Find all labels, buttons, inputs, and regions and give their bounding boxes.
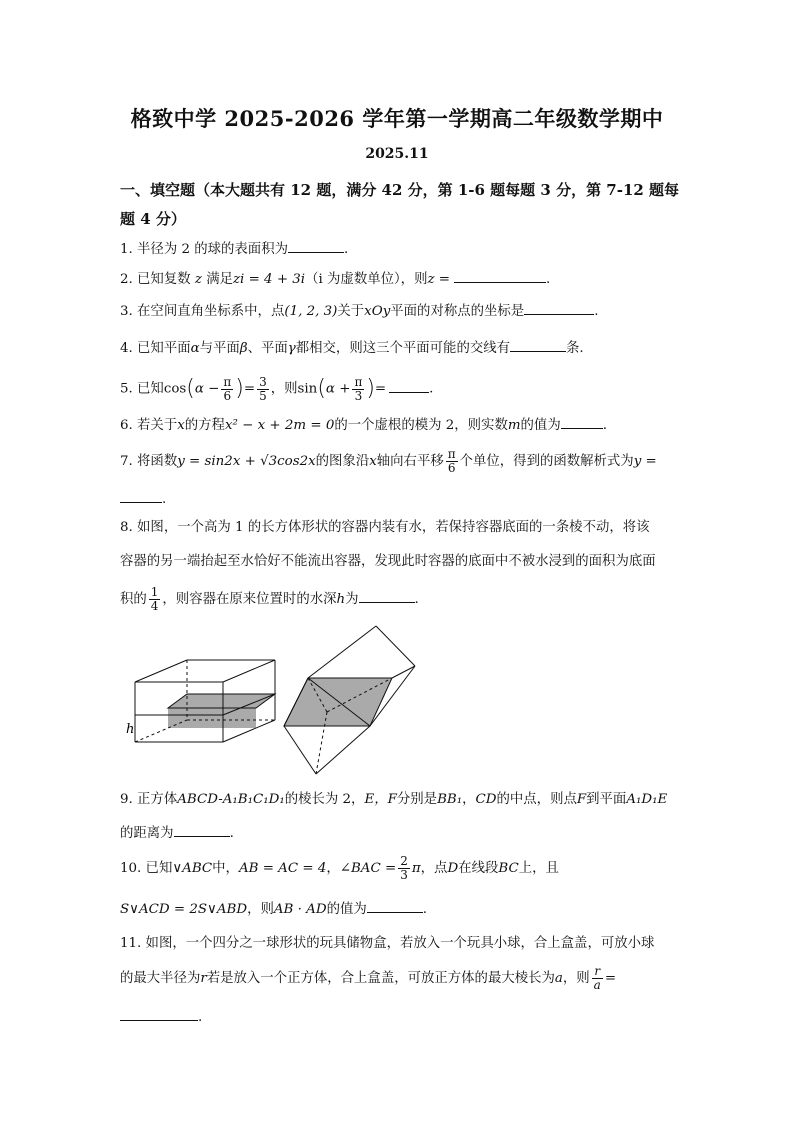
denominator: 5 <box>259 388 267 403</box>
var-a: a <box>554 971 563 986</box>
question-text: ， <box>462 792 476 807</box>
question-text: 4. 已知平面 <box>120 341 191 356</box>
answer-blank[interactable] <box>174 822 230 837</box>
var-x: x <box>177 418 185 433</box>
var-x: x <box>369 454 377 469</box>
equation: x² − x + 2m = 0 <box>224 418 335 433</box>
paren-right: ) <box>366 376 375 401</box>
numerator: π <box>447 447 456 461</box>
question-9-line-2 <box>120 822 680 844</box>
question-text: 的值为 <box>326 902 367 917</box>
question-2 <box>120 268 680 290</box>
var-m: m <box>507 418 521 433</box>
symbol-gamma: γ <box>287 341 296 356</box>
equation: AB = AC = 4 <box>238 861 327 876</box>
question-text: 满足 <box>206 272 233 287</box>
answer-blank[interactable] <box>359 588 415 603</box>
symbol-beta: β <box>239 341 248 356</box>
question-text: ，则 <box>270 381 298 397</box>
question-text: 上，且 <box>518 861 559 876</box>
question-9 <box>120 790 680 810</box>
segment-bc: BC <box>498 861 519 876</box>
answer-blank[interactable] <box>524 300 594 315</box>
expr: α + <box>325 381 351 397</box>
question-5 <box>120 372 680 407</box>
question-text: ， <box>326 861 340 876</box>
point-coord: (1, 2, 3) <box>284 304 338 319</box>
punctuation: . <box>602 418 607 433</box>
question-text: 2. 已知复数 <box>120 272 191 287</box>
fraction <box>221 376 233 403</box>
question-10 <box>120 852 680 886</box>
punctuation: . <box>414 592 419 607</box>
question-text: 的最大半径为 <box>120 971 201 986</box>
angle-expr: ∠BAC = <box>339 861 397 876</box>
answer-blank[interactable] <box>367 898 423 913</box>
question-1 <box>120 238 680 260</box>
fraction <box>257 376 269 403</box>
fraction <box>149 586 161 613</box>
question-text: 的值为 <box>520 418 561 433</box>
question-8-line-3 <box>120 583 680 617</box>
question-text: 积的 <box>120 592 147 607</box>
question-11-line-2 <box>120 962 680 996</box>
question-text: 个单位，得到的函数解析式为 <box>459 454 634 469</box>
question-text: 10. 已知 <box>120 861 173 876</box>
denominator: a <box>593 978 601 992</box>
numerator: 2 <box>400 854 408 868</box>
equation: zi = 4 + 3i <box>232 272 306 287</box>
question-text: 、平面 <box>247 341 288 356</box>
question-text: 到平面 <box>586 792 627 807</box>
question-text: 平面的对称点的坐标是 <box>390 304 525 319</box>
question-6 <box>120 414 680 436</box>
fn-sin: sin <box>297 381 318 397</box>
var-r: r <box>200 971 207 986</box>
question-text: 3. 在空间直角坐标系中，点 <box>120 304 285 319</box>
punctuation: . <box>594 304 599 319</box>
question-text: 的棱长为 2， <box>284 792 365 807</box>
question-text: 轴向右平移 <box>376 454 444 469</box>
equation: z = <box>427 272 451 287</box>
punctuation: . <box>198 1010 203 1025</box>
question-text: 1. 半径为 2 的球的表面积为 <box>120 242 288 257</box>
question-7-answer <box>120 488 680 510</box>
question-text: 的中点，则点 <box>496 792 577 807</box>
dot-product: AB · AD <box>273 902 327 917</box>
area-equation: S∨ACD = 2S∨ABD <box>120 902 248 917</box>
edge-bb1: BB₁ <box>437 792 463 807</box>
numerator: π <box>223 374 232 389</box>
question-text: ，则容器在原来位置时的水深 <box>162 592 337 607</box>
question-7 <box>120 445 680 479</box>
question-3 <box>120 300 680 322</box>
answer-blank[interactable] <box>288 238 344 253</box>
question-8-line-1: 8. 如图，一个高为 1 的长方体形状的容器内装有水，若保持容器底面的一条棱不动，将该 <box>120 520 650 535</box>
paren-right: ) <box>235 376 244 401</box>
question-text: 7. 将函数 <box>120 454 178 469</box>
question-text: （i 为虚数单位），则 <box>305 272 428 287</box>
exam-date: 2025.11 <box>365 146 429 162</box>
section-heading: 一、填空题（本大题共有 12 题，满分 42 分，第 1-6 题每题 3 分，第 7-12 题每题 4 分） <box>120 181 680 228</box>
equation: y = <box>633 454 657 469</box>
function-expr: y = sin2x + √3cos2x <box>177 454 316 469</box>
plane-name: xOy <box>364 304 391 319</box>
question-text: 的方程 <box>184 418 225 433</box>
question-text: 中， <box>212 861 239 876</box>
question-11-line-1: 11. 如图，一个四分之一球形状的玩具储物盒，若放入一个玩具小球，合上盒盖，可放小球 <box>120 936 655 951</box>
numerator: 3 <box>259 374 267 389</box>
question-text: 分别是 <box>396 792 438 807</box>
question-text: 6. 若关于 <box>120 418 178 433</box>
solid-name: ABCD-A₁B₁C₁D₁ <box>177 792 285 807</box>
plane-name: A₁D₁E <box>626 792 668 807</box>
punctuation: . <box>229 826 234 841</box>
numerator: 1 <box>150 585 159 599</box>
question-text: 的距离为 <box>120 826 174 841</box>
exam-title: 格致中学 2025-2026 学年第一学期高二年级数学期中 <box>130 106 664 131</box>
numerator: π <box>354 374 363 389</box>
denominator: 6 <box>223 388 232 403</box>
question-text: 关于 <box>337 304 365 319</box>
question-4 <box>120 337 680 359</box>
fn-cos: cos <box>163 381 187 397</box>
question-8-line-2: 容器的另一端抬起至水恰好不能流出容器，发现此时容器的底面中不被水浸到的面积为底面 <box>120 554 656 569</box>
question-11-answer <box>120 1006 680 1028</box>
question-text: 的一个虚根的模为 2，则实数 <box>334 418 508 433</box>
question-text: 都相交，则这三个平面可能的交线有 <box>295 341 511 356</box>
points-ef: E，F <box>364 792 397 807</box>
equals: = <box>374 381 387 397</box>
punctuation: . <box>162 492 167 507</box>
fraction <box>352 376 364 403</box>
question-text: 9. 正方体 <box>120 792 178 807</box>
punctuation: . <box>429 381 434 397</box>
punctuation: . <box>546 272 551 287</box>
upright-box <box>135 660 275 742</box>
paren-left: ( <box>186 376 195 401</box>
question-text: 在线段 <box>458 861 499 876</box>
edge-cd: CD <box>475 792 497 807</box>
question-text: 若是放入一个正方体，合上盒盖，可放正方体的最大棱长为 <box>206 971 555 986</box>
answer-blank[interactable] <box>120 488 162 503</box>
answer-blank[interactable] <box>454 268 546 283</box>
var-h: h <box>336 592 346 607</box>
denominator: 6 <box>447 461 456 475</box>
symbol-alpha: α <box>190 341 200 356</box>
point-f: F <box>576 792 587 807</box>
fraction <box>592 965 603 992</box>
denominator: 3 <box>400 868 408 882</box>
equals: = <box>243 381 256 397</box>
denominator: 3 <box>354 388 363 403</box>
question-text: 与平面 <box>199 341 240 356</box>
height-label: h <box>126 722 135 737</box>
answer-blank[interactable] <box>389 378 429 393</box>
container-figure <box>120 620 420 780</box>
triangle-name: ∨ABC <box>172 861 213 876</box>
fraction <box>398 855 410 882</box>
water-front <box>168 708 256 728</box>
question-text: ，则 <box>562 971 590 986</box>
answer-blank[interactable] <box>510 337 566 352</box>
var-z: z <box>190 272 207 287</box>
equals: = <box>604 971 617 986</box>
numerator: r <box>592 965 603 979</box>
expr: α − <box>194 381 220 397</box>
pi-symbol: π <box>411 861 421 876</box>
denominator: 4 <box>150 599 159 613</box>
question-text: 为 <box>345 592 359 607</box>
fraction <box>446 448 458 475</box>
question-text: ，则 <box>247 902 274 917</box>
question-text: 条. <box>566 341 584 356</box>
point-d: D <box>447 861 459 876</box>
paren-left: ( <box>317 376 326 401</box>
punctuation: . <box>343 242 349 257</box>
question-10-line-2 <box>120 898 680 920</box>
tilted-box <box>284 626 415 774</box>
question-text: 5. 已知 <box>120 381 164 397</box>
question-text: 的图象沿 <box>315 454 370 469</box>
answer-blank[interactable] <box>561 414 603 429</box>
answer-blank[interactable] <box>120 1006 198 1021</box>
punctuation: . <box>422 902 428 917</box>
question-text: ，点 <box>420 861 448 876</box>
